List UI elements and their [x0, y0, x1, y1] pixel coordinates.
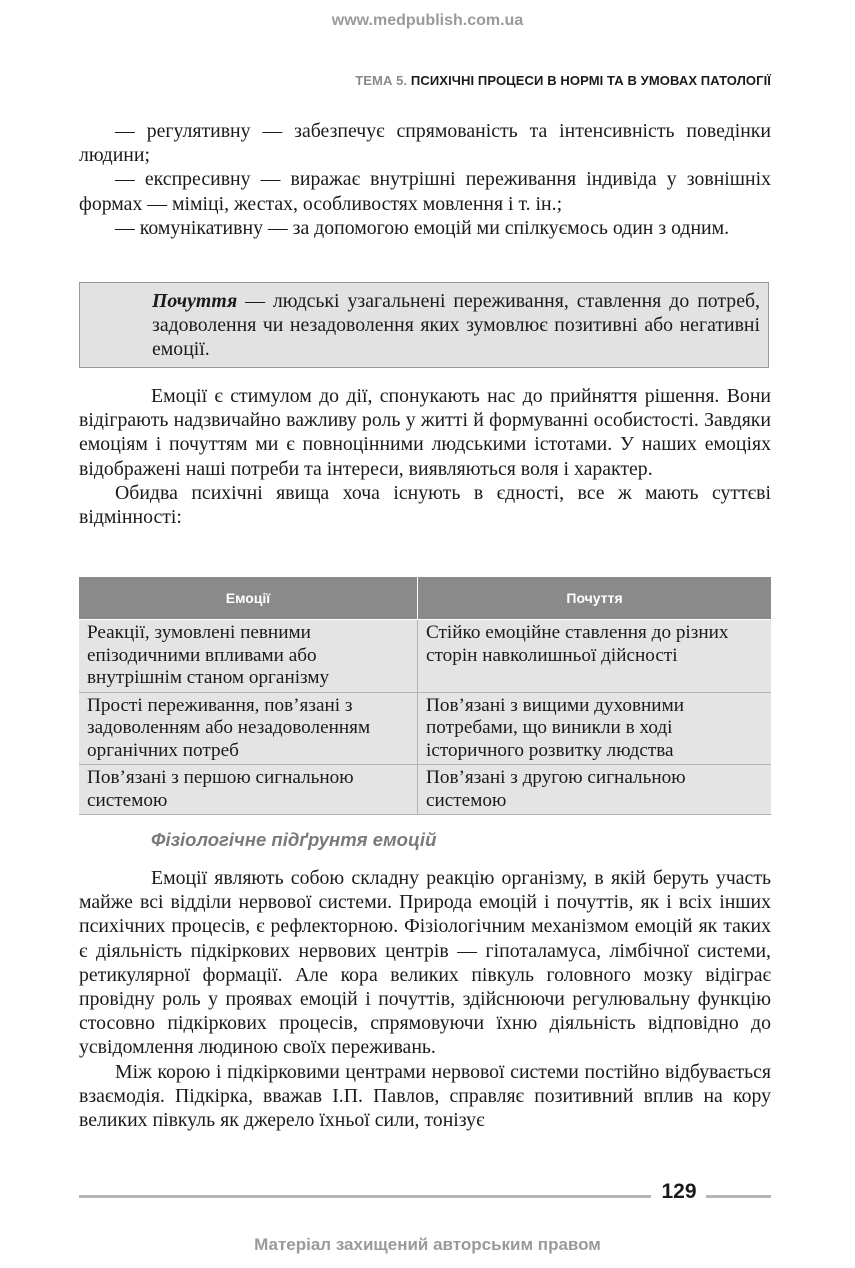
- table-cell: Стійко емоційне ставлення до різних сторін навколишньої дійсності: [418, 620, 772, 693]
- copyright-notice: Матеріал захищений авторським правом: [254, 1235, 601, 1254]
- table-cell: Пов’язані з вищими духовними потребами, що виникли в ході історичного розвитку людства: [418, 692, 772, 765]
- list-item: — комунікативну — за допомогою емоцій ми спілкуємось один з одним.: [115, 216, 730, 239]
- list-item: — експресивну — виражає внутрішні переживання індивіда у зовнішніх формах — міміці, жестах, особливостях мовлення і т. ін.;: [79, 168, 771, 215]
- section-heading: Фізіологічне підґрунтя емоцій: [151, 829, 437, 850]
- body-text-1: [79, 384, 771, 529]
- table-header-feelings: Почуття: [418, 577, 772, 620]
- table-row: [79, 692, 771, 765]
- paragraph: Емоції являють собою складну реакцію організму, в якій беруть участь майже всі відділи нервової системи. Природа емоцій і почуттів, як і всіх інших психічних процесів, є рефлекторною. Фізіологічним механізмом емоцій як таких є діяльність підкіркових нервових центрів — гіпоталамуса, лімбічної системи, ретикулярної формації. Але кора великих півкуль головного мозку відіграє провідну роль у проявах емоцій і почуттів, здійснюючи регулювальну функцію стосовно підкіркових процесів, спрямовуючи їхню діяльність відповідно до усвідомлення людиною своїх переживань.: [79, 867, 771, 1059]
- footer-rule-right: [706, 1195, 771, 1198]
- site-url: www.medpublish.com.ua: [331, 12, 524, 29]
- definition-term: Почуття: [152, 290, 238, 312]
- table-row: [79, 620, 771, 693]
- comparison-table: [79, 577, 771, 815]
- running-head: [355, 73, 771, 88]
- table-header-row: [79, 577, 771, 620]
- paragraph: Обидва психічні явища хоча існують в єдності, все ж мають суттєві відмінності:: [79, 481, 771, 529]
- page-number: 129: [661, 1180, 697, 1203]
- table-cell: Пов’язані з першою сигнальною системою: [79, 765, 418, 815]
- paragraph: Між корою і підкірковими центрами нервової системи постійно відбувається взаємодія. Підкірка, вважав І.П. Павлов, справляє позитивний вплив на кору великих півкуль як джерело їхньої сили, тонізує: [79, 1060, 771, 1132]
- table-cell: Пов’язані з другою сигнальною системою: [418, 765, 772, 815]
- table-header-emotions: Емоції: [79, 577, 418, 620]
- topic-label: ТЕМА 5.: [355, 73, 408, 88]
- table-cell: Реакції, зумовлені певними епізодичними впливами або внутрішнім станом організму: [79, 620, 418, 693]
- topic-title: ПСИХІЧНІ ПРОЦЕСИ В НОРМІ ТА В УМОВАХ ПАТОЛОГІЇ: [410, 73, 771, 88]
- table-row: [79, 765, 771, 815]
- paragraph: Емоції є стимулом до дії, спонукають нас до прийняття рішення. Вони відіграють надзвичайно важливу роль у житті й формуванні особистості. Завдяки емоціям і почуттям ми є повноцінними людськими істотами. У наших емоціях відображені наші потреби та інтереси, виявляються воля і характер.: [79, 385, 771, 480]
- definition-text: — людські узагальнені переживання, ставлення до потреб, задоволення чи незадоволення яких зумовлює позитивні або негативні емоції.: [152, 290, 760, 361]
- definition-box: [79, 282, 769, 368]
- body-text-2: [79, 866, 771, 1132]
- list-item: — регулятивну — забезпечує спрямованість та інтенсивність поведінки людини;: [79, 120, 771, 167]
- intro-list: [79, 119, 771, 240]
- footer-rule-left: [79, 1195, 651, 1198]
- table-cell: Прості переживання, пов’язані з задоволенням або незадоволенням органічних потреб: [79, 692, 418, 765]
